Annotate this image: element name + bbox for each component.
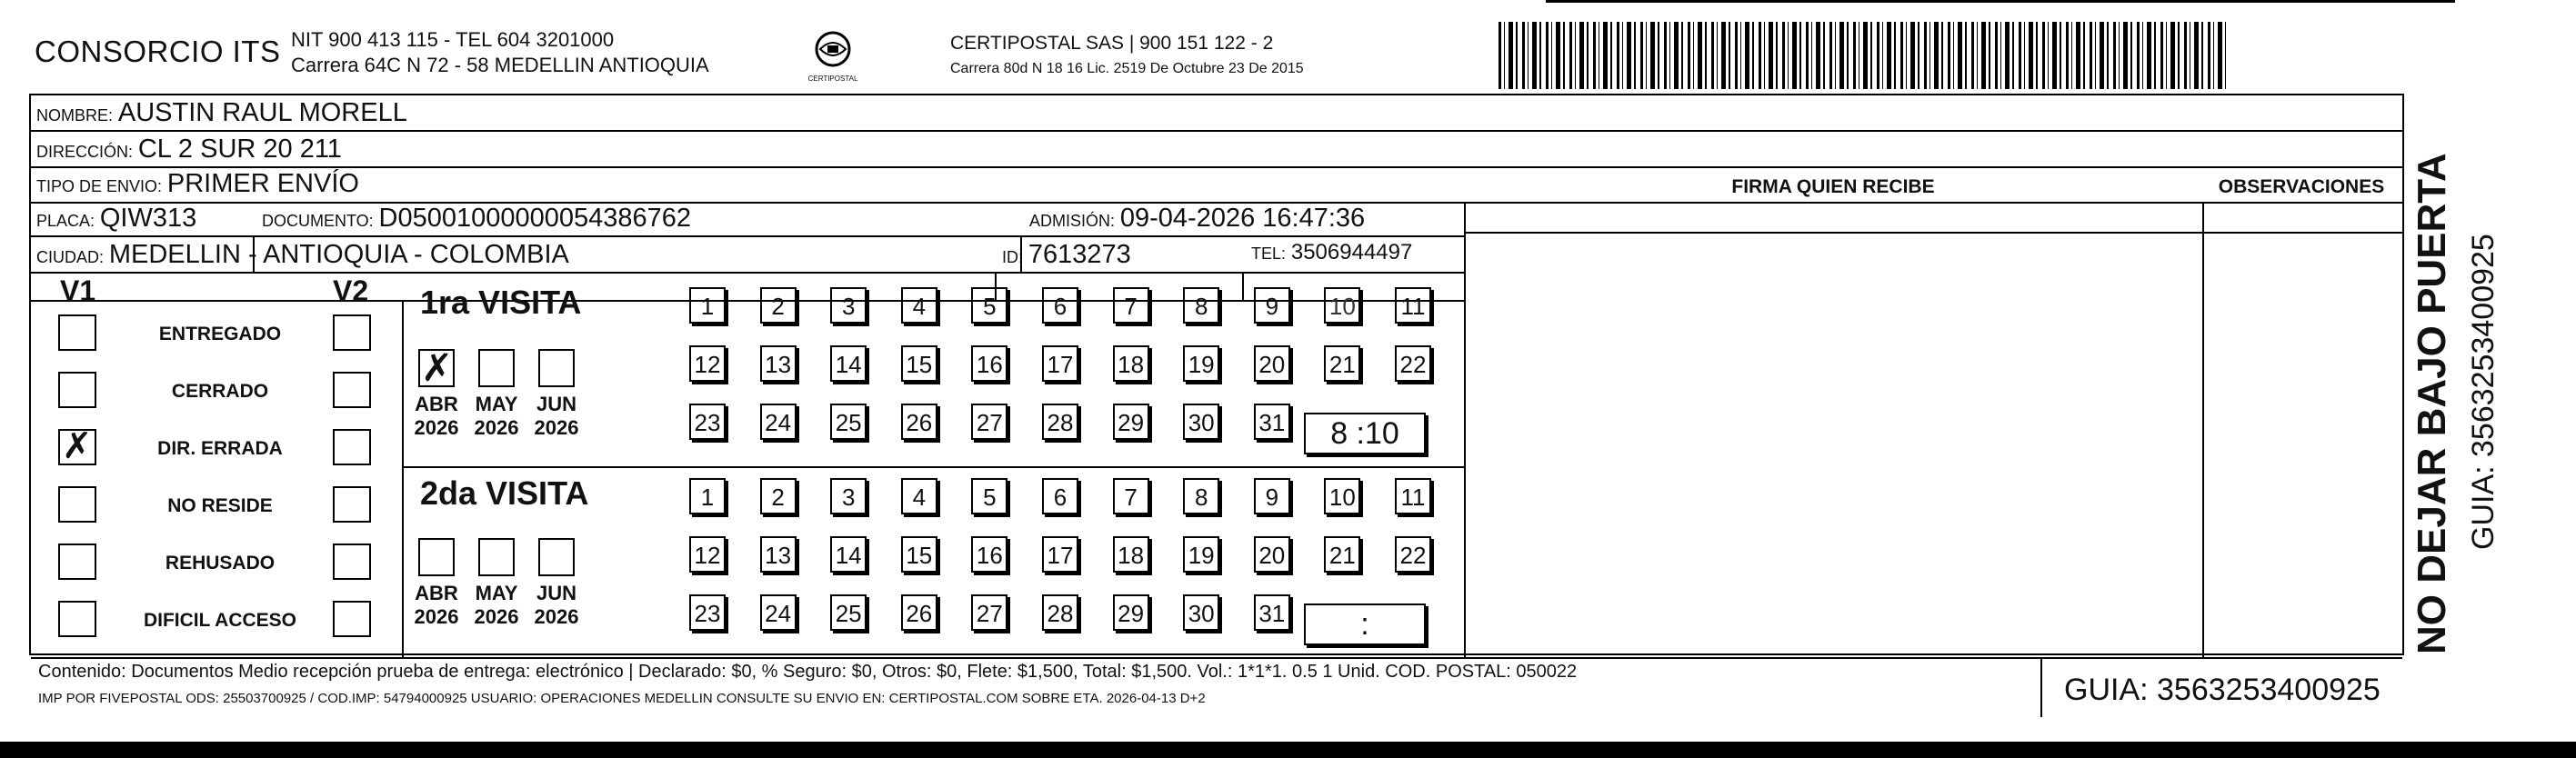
v2-checkbox[interactable] [333,544,371,580]
row-divider [31,130,2402,132]
day-box[interactable]: 20 [1254,345,1290,382]
day-box[interactable]: 16 [971,345,1007,382]
id-row [1002,240,1131,270]
day-box[interactable]: 8 [1183,287,1219,324]
status-label: ENTREGADO [158,324,282,344]
v1-checkbox[interactable] [58,601,96,637]
company-info [291,27,709,78]
day-box[interactable]: 7 [1113,478,1149,514]
day-box[interactable]: 14 [830,536,867,573]
day-box[interactable]: 29 [1113,404,1149,440]
visit1-title: 1ra VISITA [420,284,582,321]
day-box[interactable]: 26 [901,404,937,440]
admision-label: ADMISIÓN: [1029,212,1116,230]
day-box[interactable]: 11 [1395,478,1431,514]
month-checkbox[interactable] [478,538,515,576]
col-divider [1242,272,1244,300]
day-box[interactable]: 14 [830,345,867,382]
certipostal-line1: CERTIPOSTAL SAS | 900 151 122 - 2 [950,33,1274,54]
placa-label: PLACA: [36,212,95,230]
v1-checkbox[interactable] [58,429,96,465]
v1-checkbox[interactable] [58,372,96,408]
day-box[interactable]: 31 [1254,594,1290,631]
month-label: MAY [475,582,518,604]
day-box[interactable]: 10 [1324,478,1360,514]
row-divider [31,657,2402,659]
day-box[interactable]: 4 [901,287,937,324]
day-box[interactable]: 24 [760,404,797,440]
day-box[interactable]: 20 [1254,536,1290,573]
id-label: ID: [1002,248,1024,266]
status-label: NO RESIDE [167,495,273,516]
documento-row [262,204,691,234]
observaciones-header: OBSERVACIONES [2218,176,2385,197]
admision-row [1029,204,1365,234]
firma-header: FIRMA QUIEN RECIBE [1731,176,1935,197]
day-box[interactable]: 31 [1254,404,1290,440]
day-box[interactable]: 2 [760,478,797,514]
side-instruction: NO DEJAR BAJO PUERTA [2410,153,2454,654]
placa-row [36,204,196,234]
v2-checkbox[interactable] [333,372,371,408]
admision-value: 09-04-2026 16:47:36 [1119,204,1366,233]
day-box[interactable]: 19 [1183,536,1219,573]
placa-value: QIW313 [99,204,197,233]
barcode [1498,22,2226,89]
company-address: Carrera 64C N 72 - 58 MEDELLIN ANTIOQUIA [291,54,709,76]
nombre-label: NOMBRE: [36,106,114,125]
day-box[interactable]: 23 [689,404,726,440]
day-box[interactable]: 23 [689,594,726,631]
day-box[interactable]: 9 [1254,287,1290,324]
company-name: CONSORCIO ITS [35,35,281,68]
day-box[interactable]: 24 [760,594,797,631]
day-box[interactable]: 10 [1324,287,1360,324]
month-label: JUN [536,582,576,604]
visit1-time[interactable]: 8 :10 [1304,413,1426,454]
col-divider [1464,202,1466,657]
day-box[interactable]: 12 [689,345,726,382]
month-checkbox[interactable] [478,349,515,387]
day-box[interactable]: 1 [689,287,726,324]
direccion-row [36,135,342,165]
tel-value: 3506944497 [1290,240,1413,264]
row-divider [31,235,1464,237]
day-box[interactable]: 17 [1042,345,1078,382]
day-box[interactable]: 5 [971,478,1007,514]
day-box[interactable]: 22 [1395,345,1431,382]
month-year: 2026 [534,416,579,439]
day-box[interactable]: 13 [760,536,797,573]
day-box[interactable]: 26 [901,594,937,631]
v2-checkbox[interactable] [333,486,371,523]
v1-header: V1 [60,274,96,307]
nombre-row [36,98,407,128]
v2-header: V2 [333,274,369,307]
status-label: CERRADO [171,381,269,402]
certipostal-info [950,31,1304,82]
top-edge-line [1546,0,2455,3]
day-box[interactable]: 3 [830,478,867,514]
tel-row [1251,240,1412,265]
day-box[interactable]: 18 [1113,345,1149,382]
visit2-title: 2da VISITA [420,474,589,512]
day-box[interactable]: 22 [1395,536,1431,573]
v1-checkbox[interactable] [58,314,96,351]
tel-label: TEL: [1251,244,1287,263]
visit-divider [402,466,1464,468]
day-box[interactable]: 19 [1183,345,1219,382]
day-box[interactable]: 6 [1042,478,1078,514]
day-box[interactable]: 7 [1113,287,1149,324]
v1-checkbox[interactable] [58,486,96,523]
tipo-envio-value: PRIMER ENVÍO [166,169,359,198]
month-label: ABR [415,582,458,604]
day-box[interactable]: 4 [901,478,937,514]
day-box[interactable]: 29 [1113,594,1149,631]
v1-checkbox[interactable] [58,544,96,580]
certipostal-line2: Carrera 80d N 18 16 Lic. 2519 De Octubre 23 De 2015 [950,61,1304,76]
day-box[interactable]: 15 [901,536,937,573]
tipo-envio-label: TIPO DE ENVIO: [36,177,163,195]
bottom-edge-bar [0,742,2576,758]
row-divider [31,272,1464,274]
day-box[interactable]: 13 [760,345,797,382]
v2-checkbox[interactable] [333,429,371,465]
day-box[interactable]: 18 [1113,536,1149,573]
documento-value: D05001000000054386762 [378,204,692,233]
day-box[interactable]: 2 [760,287,797,324]
footer-imp: IMP POR FIVEPOSTAL ODS: 25503700925 / COD.IMP: 54794000925 USUARIO: OPERACIONES MEDELLIN CONSULTE SU ENVIO EN: CERTIPOSTAL.COM SOBRE ETA. 2026-04-13 D+2 [38,691,1206,706]
month-checkbox[interactable] [538,538,575,576]
col-divider [2202,202,2204,657]
visit2-time[interactable]: : [1304,603,1426,645]
footer-content: Contenido: Documentos Medio recepción prueba de entrega: electrónico | Declarado: $0, % Seguro: $0, Otros: $0, Flete: $1,500, Total: $1,500. Vol.: 1*1*1. 0.5 1 Unid. COD. POSTAL: 050022 [38,662,1578,682]
v2-checkbox[interactable] [333,314,371,351]
day-box[interactable]: 30 [1183,594,1219,631]
ciudad-value: MEDELLIN - ANTIOQUIA - COLOMBIA [108,240,569,269]
direccion-value: CL 2 SUR 20 211 [137,135,342,164]
day-box[interactable]: 8 [1183,478,1219,514]
day-box[interactable]: 9 [1254,478,1290,514]
day-box[interactable]: 5 [971,287,1007,324]
day-box[interactable]: 28 [1042,404,1078,440]
day-box[interactable]: 25 [830,594,867,631]
day-box[interactable]: 11 [1395,287,1431,324]
month-year: 2026 [474,416,519,439]
documento-label: DOCUMENTO: [262,212,374,230]
id-value: 7613273 [1027,240,1131,269]
col-divider [402,300,404,657]
day-box[interactable]: 16 [971,536,1007,573]
day-box[interactable]: 30 [1183,404,1219,440]
month-checkbox[interactable] [418,538,455,576]
row-divider [31,300,1464,302]
day-box[interactable]: 21 [1324,345,1360,382]
status-label: DIR. ERRADA [157,438,283,459]
direccion-label: DIRECCIÓN: [36,143,134,161]
footer-guia: GUIA: 3563253400925 [2064,673,2381,707]
day-box[interactable]: 21 [1324,536,1360,573]
ciudad-row [36,240,569,270]
month-year: 2026 [534,605,579,628]
month-checkbox[interactable] [538,349,575,387]
day-box[interactable]: 27 [971,594,1007,631]
month-checkbox[interactable] [418,349,455,387]
status-label: REHUSADO [165,553,276,573]
day-box[interactable]: 3 [830,287,867,324]
month-label: ABR [415,393,458,415]
row-divider [1464,232,2402,234]
side-guia: GUIA: 3563253400925 [2466,234,2501,550]
certipostal-logo-icon [807,27,858,78]
v2-checkbox[interactable] [333,601,371,637]
day-box[interactable]: 27 [971,404,1007,440]
ciudad-label: CIUDAD: [36,248,105,266]
month-year: 2026 [474,605,519,628]
row-divider [31,166,2402,168]
day-box[interactable]: 1 [689,478,726,514]
company-nit: NIT 900 413 115 - TEL 604 3201000 [291,28,615,51]
day-box[interactable]: 6 [1042,287,1078,324]
day-box[interactable]: 25 [830,404,867,440]
day-box[interactable]: 28 [1042,594,1078,631]
month-label: JUN [536,393,576,415]
day-box[interactable]: 12 [689,536,726,573]
logo-text: CERTIPOSTAL [807,75,858,83]
day-box[interactable]: 17 [1042,536,1078,573]
month-year: 2026 [414,416,459,439]
tipo-envio-row [36,169,359,199]
day-box[interactable]: 15 [901,345,937,382]
month-year: 2026 [414,605,459,628]
nombre-value: AUSTIN RAUL MORELL [117,98,407,127]
status-label: DIFICIL ACCESO [143,610,296,631]
month-label: MAY [475,393,518,415]
footer-divider [2040,657,2042,717]
